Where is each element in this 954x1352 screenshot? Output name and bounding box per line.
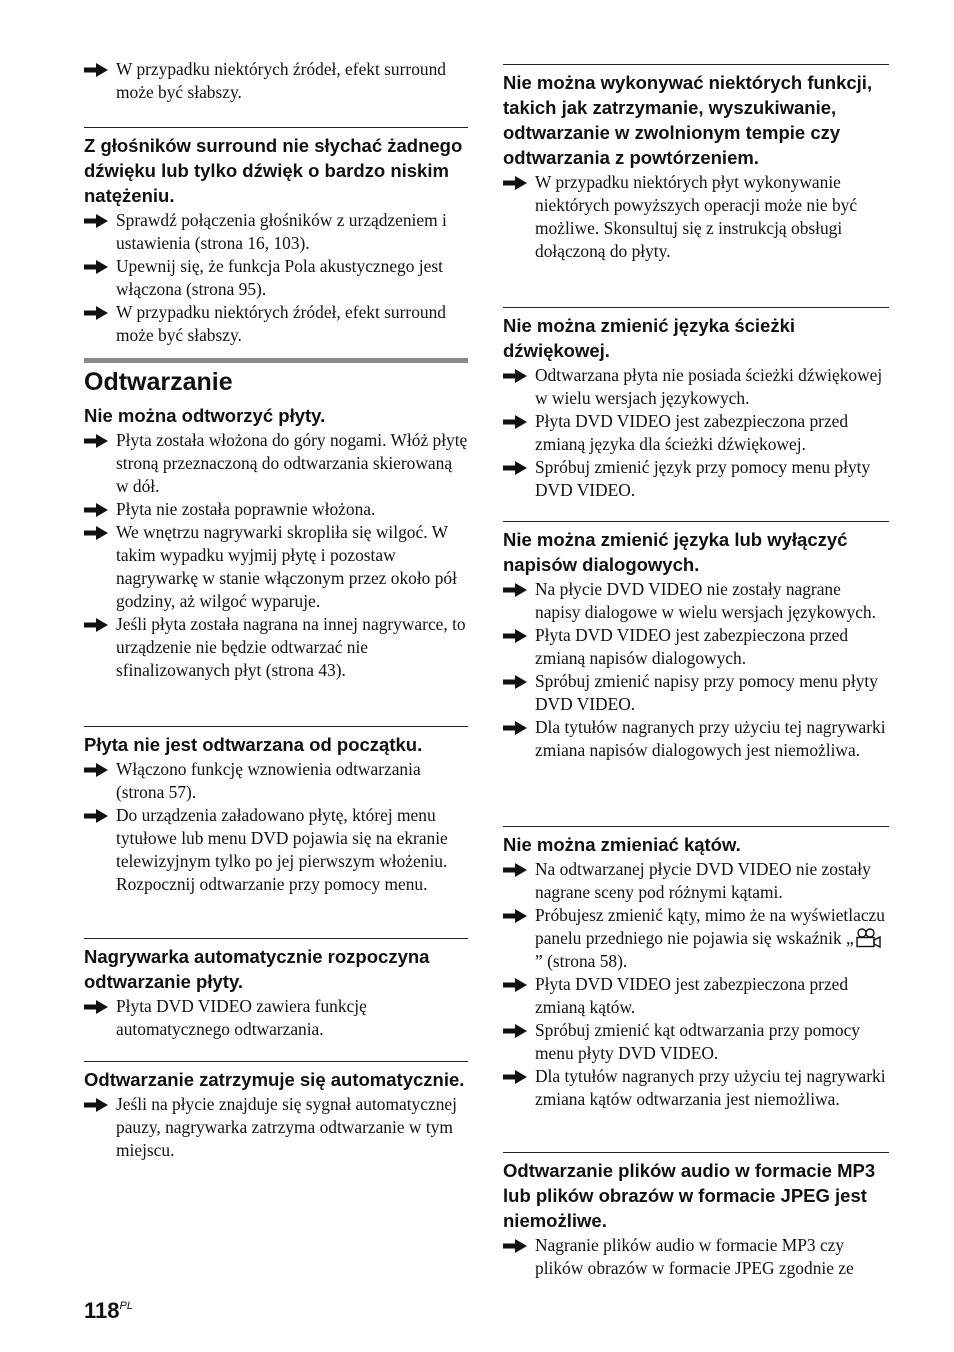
list-item: W przypadku niektórych źródeł, efekt surround może być słabszy. bbox=[84, 58, 468, 104]
arrow-icon bbox=[503, 1239, 527, 1253]
arrow-icon bbox=[84, 214, 108, 228]
issue-audio-language bbox=[503, 307, 889, 502]
issue-heading: Nie można wykonywać niektórych funkcji, takich jak zatrzymanie, wyszukiwanie, odtwarzanie w zwolnionym tempie czy odtwarzania z powtórzeniem. bbox=[503, 72, 873, 168]
arrow-icon bbox=[84, 434, 108, 448]
issue-angles bbox=[503, 826, 889, 1111]
list-item: Spróbuj zmienić język przy pomocy menu płyty DVD VIDEO. bbox=[503, 456, 889, 502]
arrow-icon bbox=[503, 415, 527, 429]
arrow-icon bbox=[84, 503, 108, 517]
issue-heading: Nie można zmieniać kątów. bbox=[503, 834, 741, 855]
arrow-icon bbox=[503, 629, 527, 643]
list-item: Płyta DVD VIDEO zawiera funkcję automatycznego odtwarzania. bbox=[84, 995, 468, 1041]
list-item: Płyta DVD VIDEO jest zabezpieczona przed zmianą kątów. bbox=[503, 973, 889, 1019]
intro-block bbox=[84, 58, 468, 104]
list-item: Jeśli na płycie znajduje się sygnał automatycznej pauzy, nagrywarka zatrzyma odtwarzanie w tym miejscu. bbox=[84, 1093, 468, 1162]
arrow-icon bbox=[84, 526, 108, 540]
arrow-icon bbox=[84, 63, 108, 77]
arrow-icon bbox=[503, 675, 527, 689]
issue-heading: Płyta nie jest odtwarzana od początku. bbox=[84, 734, 423, 755]
arrow-icon bbox=[503, 583, 527, 597]
issue-heading: Nie można zmienić języka ścieżki dźwiękowej. bbox=[503, 315, 796, 361]
arrow-icon bbox=[503, 176, 527, 190]
camera-angle-icon bbox=[855, 928, 881, 948]
list-item: Płyta DVD VIDEO jest zabezpieczona przed zmianą napisów dialogowych. bbox=[503, 624, 889, 670]
list-item: W przypadku niektórych źródeł, efekt surround może być słabszy. bbox=[84, 301, 468, 347]
list-item: Płyta DVD VIDEO jest zabezpieczona przed zmianą języka dla ścieżki dźwiękowej. bbox=[503, 410, 889, 456]
issue-heading: Nie można zmienić języka lub wyłączyć napisów dialogowych. bbox=[503, 529, 848, 575]
page-number-value: 118 bbox=[84, 1298, 120, 1323]
list-item: Włączono funkcję wznowienia odtwarzania (strona 57). bbox=[84, 758, 468, 804]
arrow-icon bbox=[84, 763, 108, 777]
list-item: Na odtwarzanej płycie DVD VIDEO nie zostały nagrane sceny pod różnymi kątami. bbox=[503, 858, 889, 904]
list-item: Spróbuj zmienić napisy przy pomocy menu płyty DVD VIDEO. bbox=[503, 670, 889, 716]
arrow-icon bbox=[503, 863, 527, 877]
issue-mp3-jpeg bbox=[503, 1152, 889, 1280]
list-item: Na płycie DVD VIDEO nie zostały nagrane napisy dialogowe w wielu wersjach językowych. bbox=[503, 578, 889, 624]
list-item: Spróbuj zmienić kąt odtwarzania przy pomocy menu płyty DVD VIDEO. bbox=[503, 1019, 889, 1065]
section-divider bbox=[84, 358, 468, 363]
list-item: W przypadku niektórych płyt wykonywanie niektórych powyższych operacji może nie być możliwe. Skonsultuj się z instrukcją obsługi dołączoną do płyty. bbox=[503, 171, 889, 263]
issue-functions bbox=[503, 64, 889, 263]
list-item: Odtwarzana płyta nie posiada ścieżki dźwiękowej w wielu wersjach językowych. bbox=[503, 364, 889, 410]
section-odtwarzanie bbox=[84, 358, 468, 397]
issue-auto-stop bbox=[84, 1061, 468, 1162]
issue-heading: Odtwarzanie plików audio w formacie MP3 lub plików obrazów w formacie JPEG jest niemożliwe. bbox=[503, 1160, 876, 1231]
arrow-icon bbox=[84, 809, 108, 823]
arrow-icon bbox=[503, 461, 527, 475]
issue-subtitles bbox=[503, 521, 889, 762]
list-item: Nagranie plików audio w formacie MP3 czy plików obrazów w formacie JPEG zgodnie ze bbox=[503, 1234, 889, 1280]
list-item: Jeśli płyta została nagrana na innej nagrywarce, to urządzenie nie będzie odtwarzać nie sfinalizowanych płyt (strona 43). bbox=[84, 613, 468, 682]
list-item: Płyta została włożona do góry nogami. Włóż płytę stroną przeznaczoną do odtwarzania skierowaną w dół. bbox=[84, 429, 468, 498]
arrow-icon bbox=[84, 618, 108, 632]
list-item: Płyta nie została poprawnie włożona. bbox=[84, 498, 468, 521]
issue-not-from-start bbox=[84, 726, 468, 896]
arrow-icon bbox=[503, 909, 527, 923]
arrow-icon bbox=[503, 1024, 527, 1038]
arrow-icon bbox=[84, 1000, 108, 1014]
arrow-icon bbox=[84, 1098, 108, 1112]
issue-surround bbox=[84, 127, 468, 347]
arrow-icon bbox=[84, 260, 108, 274]
arrow-icon bbox=[503, 1070, 527, 1084]
page-number bbox=[84, 1298, 133, 1324]
list-item: Upewnij się, że funkcja Pola akustycznego jest włączona (strona 95). bbox=[84, 255, 468, 301]
issue-cannot-play bbox=[84, 403, 468, 682]
issue-heading: Z głośników surround nie słychać żadnego dźwięku lub tylko dźwięk o bardzo niskim natężeniu. bbox=[84, 135, 463, 206]
page-language-suffix: PL bbox=[119, 1300, 133, 1312]
list-item: Do urządzenia załadowano płytę, której menu tytułowe lub menu DVD pojawia się na ekranie telewizyjnym tylko po jej pierwszym włożeniu. Rozpocznij odtwarzanie przy pomocy menu. bbox=[84, 804, 468, 896]
list-item: Próbujesz zmienić kąty, mimo że na wyświetlaczu panelu przedniego nie pojawia się wskaźnik „” (strona 58). bbox=[503, 904, 889, 973]
arrow-icon bbox=[503, 369, 527, 383]
issue-heading: Nagrywarka automatycznie rozpoczyna odtwarzanie płyty. bbox=[84, 946, 430, 992]
section-title: Odtwarzanie bbox=[84, 368, 233, 396]
list-item: We wnętrzu nagrywarki skropliła się wilgoć. W takim wypadku wyjmij płytę i pozostaw nagrywarkę w stanie włączonym przez około pół godziny, aż wilgoć wyparuje. bbox=[84, 521, 468, 613]
issue-heading: Nie można odtworzyć płyty. bbox=[84, 405, 326, 426]
arrow-icon bbox=[84, 306, 108, 320]
list-item: Dla tytułów nagranych przy użyciu tej nagrywarki zmiana napisów dialogowych jest niemożliwa. bbox=[503, 716, 889, 762]
list-item: Sprawdź połączenia głośników z urządzeniem i ustawienia (strona 16, 103). bbox=[84, 209, 468, 255]
issue-heading: Odtwarzanie zatrzymuje się automatycznie. bbox=[84, 1069, 465, 1090]
list-item: Dla tytułów nagranych przy użyciu tej nagrywarki zmiana kątów odtwarzania jest niemożliwa. bbox=[503, 1065, 889, 1111]
issue-auto-start bbox=[84, 938, 468, 1041]
arrow-icon bbox=[503, 978, 527, 992]
arrow-icon bbox=[503, 721, 527, 735]
